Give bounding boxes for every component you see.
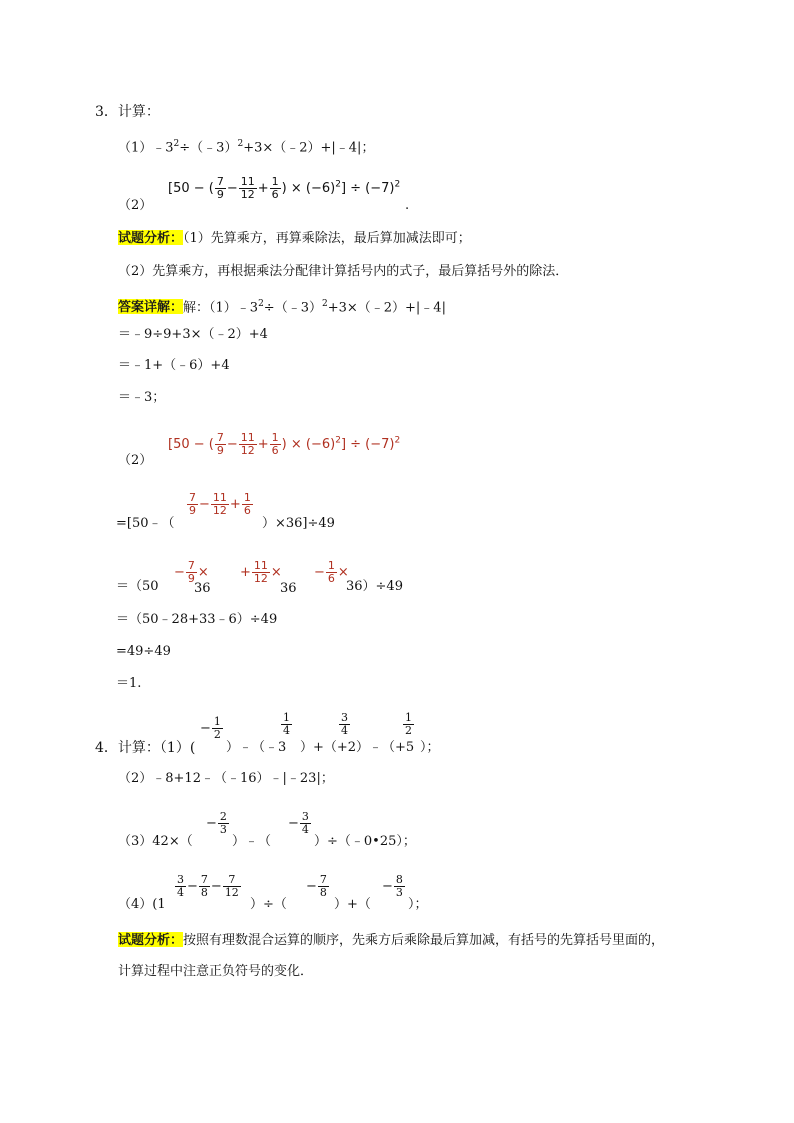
q3-a2-step5: ＝1. (116, 676, 142, 691)
q3-step3: ＝﹣3； (118, 390, 166, 405)
q3-a2-step2-36b: 36 (280, 581, 297, 596)
q4-p3-frac1: − $\frac{2}{3}$ (206, 810, 227, 836)
q3-part2-end: . (405, 198, 410, 213)
q4-part3-a: （3）42×（ (118, 834, 193, 849)
q4-p4-frac4: − $\frac{7}{8}$ (306, 873, 327, 899)
q4-analysis-line2: 计算过程中注意正负符号的变化． (118, 964, 314, 979)
q3-analysis-line2: （2）先算乘方，再根据乘法分配律计算括号内的式子，最后算括号外的除法． (118, 264, 569, 279)
q4-p1-seg-d: ）； (420, 740, 440, 755)
q4-p1-seg-c: ）﹣（+5 (356, 740, 415, 755)
q4-part2: （2）﹣8+12﹣（﹣16）﹣|﹣23|； (118, 771, 334, 786)
q4-analysis-line1: 试题分析：按照有理数混合运算的顺序，先乘方后乘除最后算加减，有括号的先算括号里面的， (118, 932, 665, 948)
q4-part4-c: ）+（ (334, 897, 371, 912)
q4-p3-frac2: − $\frac{3}{4}$ (288, 810, 309, 836)
q4-p4-frac5: − $\frac{8}{3}$ (382, 873, 403, 899)
q3-a2-step1: =[50﹣（ (116, 516, 175, 531)
q3-a2-step2-term1: − $\frac{7}{9}$ × (174, 559, 209, 585)
q3-a2-step2-close: 36）÷49 (346, 579, 403, 594)
q3-part2-label: （2） (118, 198, 153, 213)
q3-step2: ＝﹣1+（﹣6）+4 (118, 358, 230, 373)
q3-answer2-label: （2） (118, 453, 153, 468)
q3-part2-expression: [50 − ( $\frac{7}{9}$ − $\frac{11}{12}$ + $\frac{1}{6}$ ) × $(-6)^2] \div (-7)^2$ (168, 175, 401, 201)
q4-p1-frac3: $\frac{3}{4}$ (341, 711, 348, 737)
q3-title: 3．计算： (95, 104, 160, 120)
analysis-label: 试题分析： (118, 230, 184, 245)
q4-title: 4．计算：（1）( (95, 740, 196, 756)
q4-part3-b: ）﹣（ (232, 834, 272, 849)
q3-a2-step4: =49÷49 (116, 644, 171, 659)
q3-a2-step1-fractions: $\frac{7}{9}$ − $\frac{11}{12}$ + $\frac{1}{6}$ (189, 491, 251, 517)
q3-a2-step2-term2: + $\frac{11}{12}$ × (240, 559, 282, 585)
q3-answer-line: 答案详解：解：$(1)﹣3^2\div(﹣3)^2+3\times(﹣2)+|﹣4|$ (118, 299, 446, 316)
q3-a2-step3: ＝（50﹣28+33﹣6）÷49 (116, 612, 278, 627)
q3-a2-step2-open: ＝（50 (116, 579, 159, 594)
q4-p4-fracs: $\frac{3}{4}$ − $\frac{7}{8}$ − $\frac{7}{12}$ (177, 873, 239, 899)
q4-p1-frac4: $\frac{1}{2}$ (405, 711, 412, 737)
q3-a2-step2-36a: 36 (194, 581, 211, 596)
q3-a2-step2-term3: − $\frac{1}{6}$ × (314, 559, 349, 585)
q4-part4-d: ）； (408, 897, 428, 912)
q4-part4-b: ）÷（ (250, 897, 287, 912)
q4-part4-a: （4）(1 (118, 897, 166, 912)
answer-label: 答案详解： (118, 299, 184, 315)
q3-part1: $(1)﹣3^2\div(﹣3)^2+3\times(﹣2)+|﹣4|$； (118, 139, 375, 156)
q3-answer2-expression: [50 − ( $\frac{7}{9}$ − $\frac{11}{12}$ + $\frac{1}{6}$ ) × $(-6)^2] \div (-7)^2$ (168, 431, 401, 457)
q3-a2-step1-tail: ）×36]÷49 (262, 516, 335, 531)
q4-p1-frac1: − $\frac{1}{2}$ (200, 715, 221, 741)
q4-p1-seg-a: ）﹣（﹣3 (226, 740, 287, 755)
q3-analysis-line1: 试题分析：（1）先算乘方，再算乘除法，最后算加减法即可； (118, 230, 471, 246)
q3-step1: ＝﹣9÷9+3×（﹣2）+4 (118, 327, 268, 342)
q4-p1-seg-b: ）+（+2 (300, 740, 357, 755)
analysis-label: 试题分析： (118, 932, 184, 947)
q4-p1-frac2: $\frac{1}{4}$ (283, 711, 290, 737)
q4-part3-c: ）÷（﹣0•25）； (314, 834, 416, 849)
